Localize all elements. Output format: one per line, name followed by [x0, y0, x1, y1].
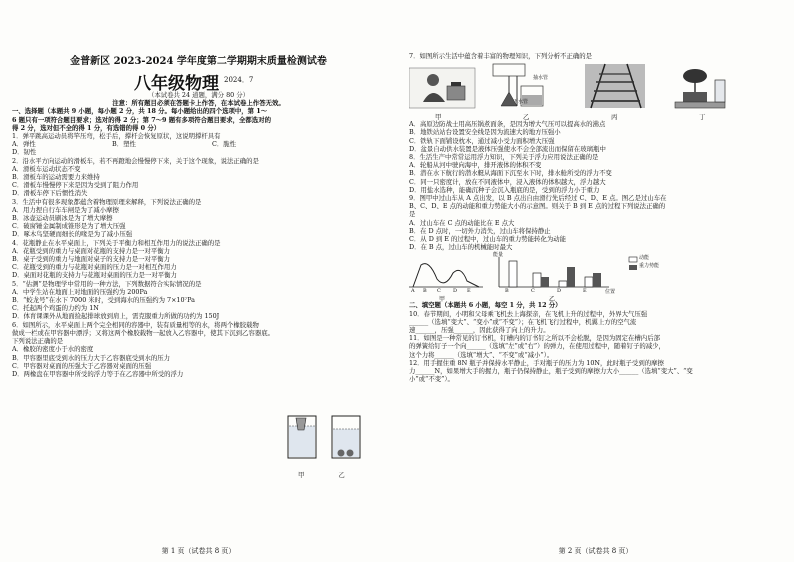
- option: B．潜在水下航行的潜水艇从海面下沉至水下时，排水舱所受的浮力不变: [409, 169, 612, 178]
- point-label: E: [467, 288, 471, 295]
- energy-bar: [541, 277, 549, 287]
- exam-notice: 注意：所有题目必须在答题卡上作答，在本试卷上作答无效。: [112, 99, 285, 108]
- option: D．用盐水选种，能确沉种子会沉入瓶底的是，受到的浮力小于重力: [409, 185, 600, 194]
- question-12: 12．用手握住重 8N 瓶子并保持水平静止，手对瓶子的压力为 10N，此时瓶子受到的摩擦: [409, 358, 664, 367]
- option: A．轮船从河中驶向海中，排开液体的体积不变: [409, 161, 542, 170]
- figure-label: 乙: [338, 471, 345, 479]
- page-1-footer: 第 1 页（试卷共 8 页）: [161, 547, 236, 555]
- question-12-text: 力______N，如果增大手的握力，瓶子仍保持静止，瓶子受到的摩擦力大小______（选填“变大”、“变: [409, 367, 693, 376]
- tick-label: 位置: [605, 289, 616, 296]
- energy-bar: [533, 273, 541, 287]
- option: C．滑板车慢慢停下来是因为受到了阻力作用: [12, 181, 139, 190]
- question-9-figures: [409, 251, 782, 304]
- axis-label: 能量: [493, 252, 504, 259]
- energy-bar-chart: [499, 257, 637, 287]
- point-label: B: [423, 288, 427, 295]
- pressure-cooker-picture: [409, 68, 475, 108]
- section1-line: 得 2 分，选对但不全的得 1 分，有选错的得 0 分）: [12, 123, 161, 132]
- figure-label: 乙: [549, 296, 556, 304]
- point-label: A: [411, 288, 415, 295]
- exam-subtitle: （本试卷共 24 道题，满分 80 分）: [147, 91, 250, 99]
- figure-label: 甲: [439, 296, 446, 304]
- question-6-text: 做成一栏或在甲容器中漂浮；又将这两个橡胶载物一起放入乙容器中，使其下沉到乙容器底。: [12, 328, 275, 337]
- roller-coaster-track: [409, 264, 483, 287]
- q9-figure-labels: [439, 294, 555, 303]
- figure-label: 甲: [435, 113, 442, 122]
- figure-label: 丁: [699, 113, 706, 122]
- option: D．韧性: [12, 148, 37, 157]
- option: D．啄木鸟坚硬而细长的喙是为了减小压强: [12, 230, 133, 239]
- option: D．滑板车停下后惯性消失: [12, 189, 88, 198]
- option: D．两橡盘在甲容器中所受的浮力等于在乙容器中所受的浮力: [12, 369, 184, 378]
- option: A．花瓶受到的重力与桌面对花瓶的支持力是一对平衡力: [12, 246, 170, 255]
- question-1: 1．弹平跳高运动员将竿压弯，松手后，撑杆会恢复原状，这说明撑杆具有: [12, 132, 221, 141]
- legend-label: 重力势能: [639, 263, 660, 270]
- section1-line: 6 题只有一项符合题目要求；选对的得 2 分；第 7～9 题有多项符合题目要求，全都选对的: [12, 115, 271, 124]
- option: B．塑性: [112, 140, 136, 149]
- option: B．“蛟龙号”在水下 7000 米时，受到海水的压强约为 7×10⁷Pa: [12, 296, 195, 305]
- option: C．同一只密度计，放在不同液体中，浸入液体的体积越大，浮力越大: [409, 177, 606, 186]
- question-9: 9．图甲中过山车从 A 点出发，以 B 点出自由滑行先后经过 C、D、E 点。图乙是过山车在: [409, 194, 667, 203]
- exam-date: 2024．7: [224, 76, 254, 84]
- question-8: 8．生活生产中常常运用浮力知识，下列关于浮力应用说法正确的是: [409, 153, 599, 162]
- option: B．地铁站站台设置安全线是因为流速大的地方压强小: [409, 128, 561, 137]
- tick-label: B: [505, 288, 509, 295]
- question-9-text: B、C、D、E 点的动能和重力势能大小的示意图。则关于 B 到 E 点的过程下列说法正确的: [409, 202, 666, 211]
- question-10: 10．春节期间，小明和父母乘飞机去上海探亲，在飞机上升的过程中，外界大气压强: [409, 309, 648, 318]
- option: A．用力捏自行车车闸是为了减小摩擦: [12, 205, 119, 214]
- page-2-content: [409, 0, 782, 562]
- option: C．脆性: [212, 140, 237, 149]
- option: D．在 B 点，过山车的机械能时最大: [409, 243, 513, 252]
- figure-annotation: 下水管: [513, 99, 529, 106]
- option: A．过山车在 C 点的动能比在 E 点大: [409, 218, 515, 227]
- figure-annotation: 抽水管: [533, 75, 549, 82]
- question-11-text: 的弹簧给钉子一个向______（选填“左”或“右”）的弹力，在使用过程中，随着钉子的减少，: [409, 342, 665, 351]
- option: A．弹性: [12, 140, 36, 149]
- option: D．盆景自动供水装置是液体压强使水不会全部流出而保留在玻璃瓶中: [409, 144, 606, 153]
- legend-label: 动能: [639, 255, 650, 262]
- question-6-figure: [284, 412, 374, 479]
- option: A．橡胶的密度小于水的密度: [12, 345, 94, 354]
- question-11-text: 这个力将______（选填“增大”、“不变”或“减小”）。: [409, 350, 554, 359]
- option: C．从 D 到 E 的过程中，过山车的重力势能转化为动能: [409, 235, 567, 244]
- containers-diagram: [284, 412, 374, 470]
- tick-label: D: [557, 288, 562, 295]
- option: B．甲容器里底受到水的压力大于乙容器底受到水的压力: [12, 353, 171, 362]
- railway-tracks-picture: [585, 64, 645, 108]
- option: C．花瓶受到的重力与花瓶对桌面的压力是一对相互作用力: [12, 263, 177, 272]
- question-3: 3．生活中有很多现象都蕴含着物理原理来解释，下列说法正确的是: [12, 197, 202, 206]
- figure-label: 乙: [523, 113, 530, 122]
- question-7-illustrations: [409, 62, 781, 112]
- option: B．滑板车的运动需要力来维持: [12, 173, 100, 182]
- question-2: 2．沿水平方向运动的滑板车，若不再蹬地会慢慢停下来，关于这个现象，说法正确的是: [12, 156, 259, 165]
- section1-line: 一、选择题（本题共 9 小题，每小题 2 分，共 18 分。每小题给出的四个选项中，第 1～: [12, 107, 268, 116]
- figure-labels: [298, 470, 374, 479]
- question-12-text: 小”或“不变”）。: [409, 375, 454, 384]
- section-2-heading: 二、填空题（本题共 6 小题，每空 1 分，共 12 分）: [409, 301, 562, 310]
- option: C．托起两个鸡蛋的力约为 1N: [12, 304, 99, 313]
- question-7-figure-labels: [435, 112, 759, 121]
- page-1-content: [12, 0, 385, 562]
- option: C．破窗锤金属制成锥形是为了增大压强: [12, 222, 126, 231]
- option: D．桌面对花瓶的支持力与花瓶对桌面的压力是一对平衡力: [12, 271, 177, 280]
- legend-swatch: [629, 265, 637, 270]
- question-10-text: ______（选填“变大”、“变小”或“不变”）；在飞机飞行过程中，机翼上方的空气流: [409, 317, 637, 326]
- point-label: C: [437, 288, 441, 295]
- question-9-text: 是: [409, 210, 416, 219]
- energy-bar: [593, 273, 601, 287]
- legend-swatch: [629, 257, 637, 262]
- question-5: 5．“估测”是物理学中常用的一种方法，下列数据符合实际情况的是: [12, 279, 202, 288]
- question-6: 6．如图所示，水平桌面上两个完全相同的容器中，装有质量相等的水，将两个橡胶载物: [12, 320, 259, 329]
- option: D．体育课课外从地面捡起排球放到肩上，需克服重力所做的功约为 150J: [12, 312, 220, 321]
- option: A．滑板车运动状态不变: [12, 164, 81, 173]
- bonsai-waterer-picture: [675, 69, 725, 108]
- roller-coaster-diagram: [409, 251, 781, 296]
- question-10-text: 速______，压强______，因此获得了向上的升力。: [409, 326, 550, 335]
- energy-bar: [509, 261, 517, 287]
- energy-bar: [567, 267, 575, 287]
- option: A．中学生站在地面上对地面的压强约为 200Pa: [12, 287, 148, 296]
- figure-label: 甲: [298, 471, 305, 479]
- option: C．铁轨下面铺设枕木，通过减小受力面积增大压强: [409, 136, 555, 145]
- option: B．在 D 点时，一切外力消失，过山车将保持静止: [409, 226, 551, 235]
- figure-label: 丙: [611, 113, 618, 122]
- question-11: 11．如图是一种常见的订书机，钉槽内的订书钉之所以不会松脱，是因为固定在槽内后部: [409, 334, 660, 343]
- exam-page-2: [397, 0, 794, 562]
- option: C．甲容器对桌面的压强大于乙容器对桌面的压强: [12, 361, 152, 370]
- tick-label: C: [531, 288, 535, 295]
- question-7: 7．如图所示生活中蕴含着丰富的物理知识，下列分析不正确的是: [409, 52, 593, 60]
- exam-title-block: [12, 69, 385, 94]
- energy-bar: [559, 281, 567, 287]
- question-1-options: [12, 140, 385, 148]
- point-label: D: [453, 288, 458, 295]
- question-4: 4．花瓶静止在水平桌面上，下列关于平衡力和相互作用力的说法正确的是: [12, 238, 221, 247]
- tick-label: E: [583, 288, 587, 295]
- exam-subject-title: 八年级物理: [134, 74, 219, 94]
- option: B．桌子受到的重力与地面对桌子的支持力是一对平衡力: [12, 255, 171, 264]
- energy-bar: [585, 277, 593, 287]
- page-2-footer: 第 2 页（试卷共 8 页）: [558, 547, 633, 555]
- question-6-text: 下列说法正确的是: [12, 337, 64, 346]
- option: A．高原边防战士用高压锅煮面条，是因为增大气压可以提高水的沸点: [409, 120, 606, 129]
- exam-title-line1: 金普新区 2023-2024 学年度第二学期期末质量检测试卷: [70, 56, 327, 67]
- question-7-figures: [409, 62, 782, 120]
- option: B．冰壶运动员刷冰是为了增大摩擦: [12, 214, 113, 223]
